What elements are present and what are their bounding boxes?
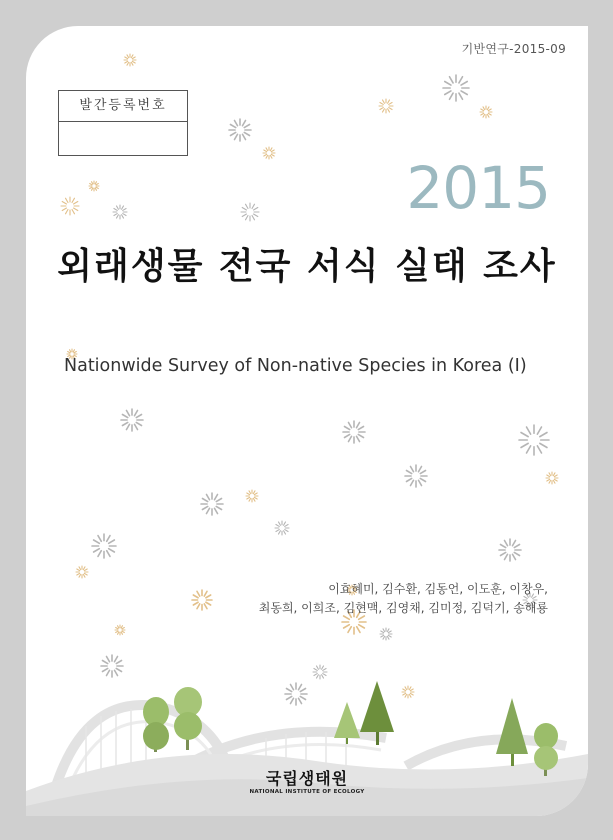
tree-conifer-3: [496, 698, 528, 766]
landscape-illustration: [26, 26, 588, 816]
cover-page: [26, 26, 588, 816]
authors-line-1: 이효혜미, 김수환, 김동언, 이도훈, 이창우,: [328, 582, 548, 596]
tree-conifer-1: [334, 702, 360, 744]
title-english: Nationwide Survey of Non-native Species in Korea (Ⅰ): [64, 356, 527, 376]
registration-label: 발간등록번호: [59, 91, 187, 122]
institute-name-ko: 국립생태원: [265, 769, 349, 788]
title-korean: 외래생물 전국 서식 실태 조사: [57, 246, 557, 287]
institute-logo: [26, 766, 588, 795]
report-code: 기반연구-2015-09: [461, 42, 566, 56]
institute-name-en: NATIONAL INSTITUTE OF ECOLOGY: [249, 789, 365, 795]
authors-line-2: 최동희, 이희조, 김현맥, 김영채, 김미정, 김덕기, 송해룡: [258, 601, 548, 615]
publication-year: 2015: [406, 154, 550, 222]
